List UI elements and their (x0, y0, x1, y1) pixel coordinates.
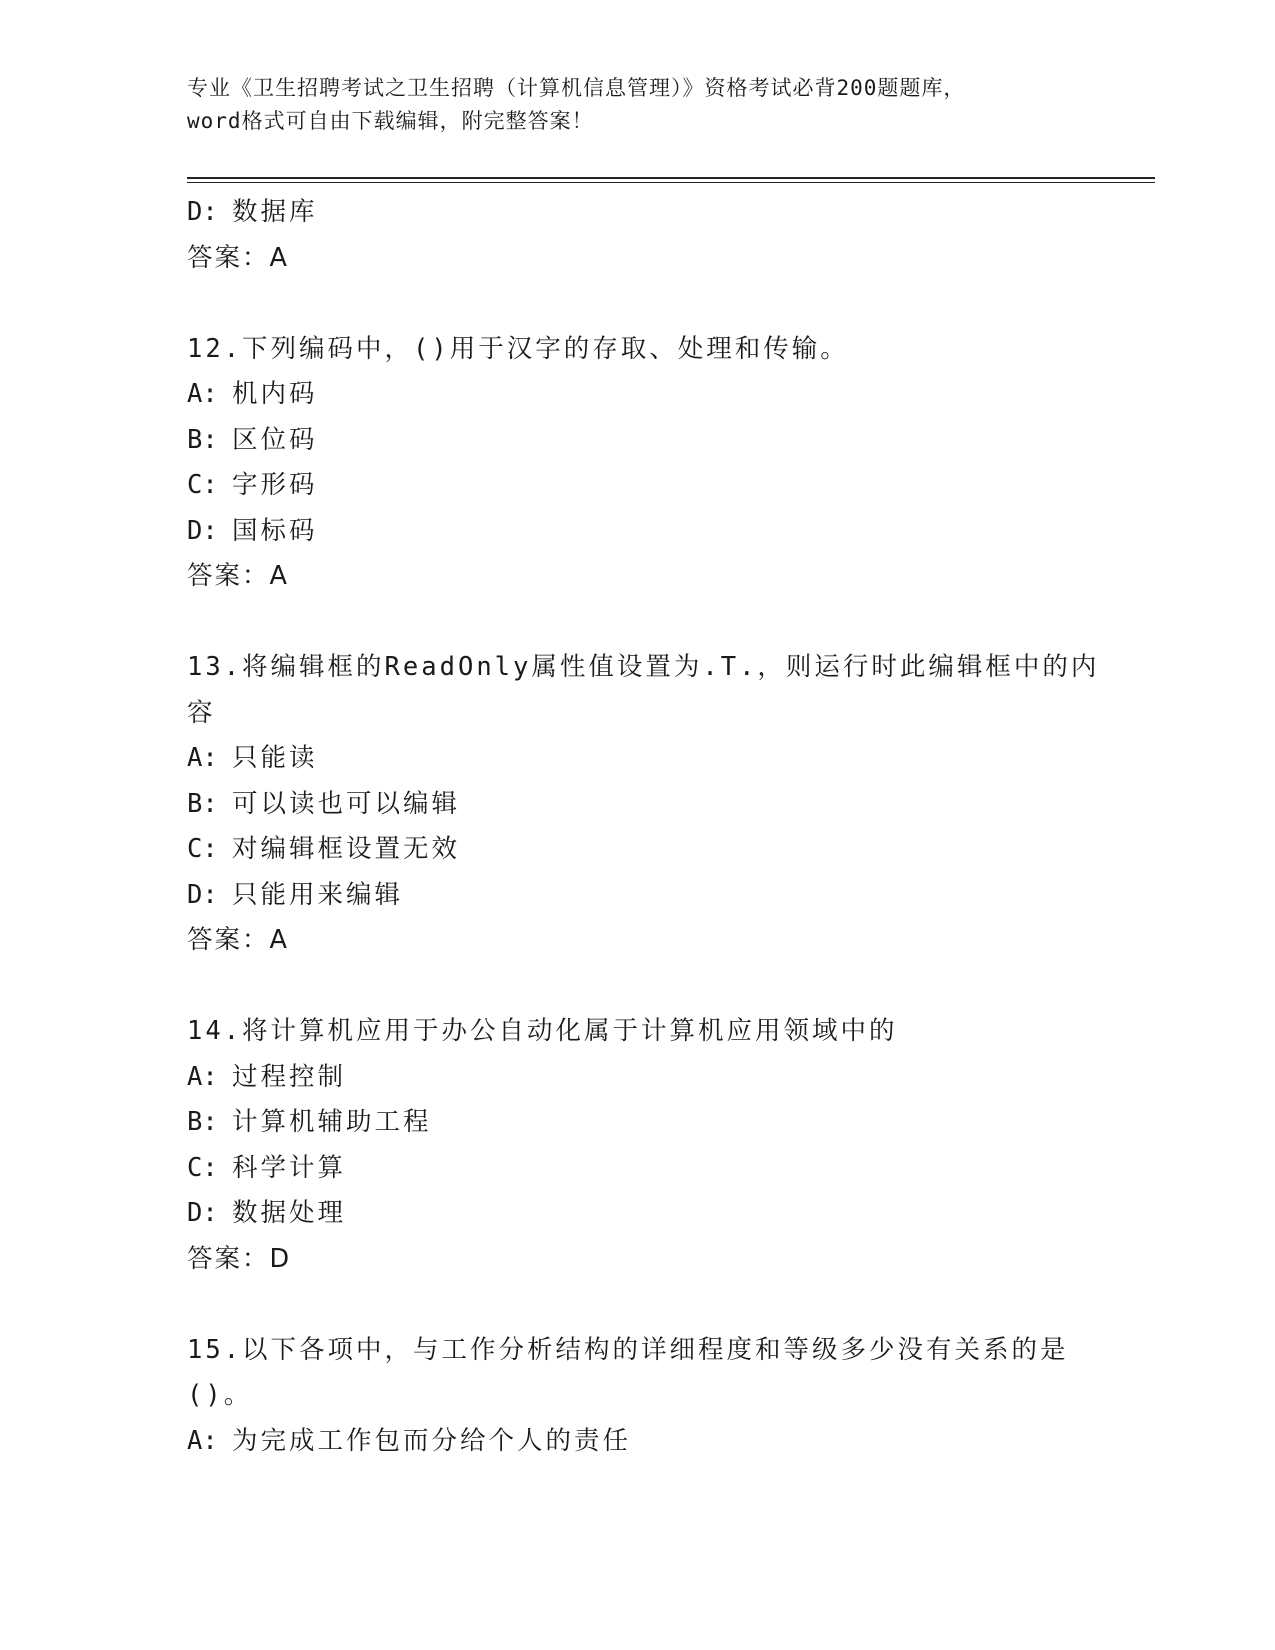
question-stem-line-1: 15.以下各项中，与工作分析结构的详细程度和等级多少没有关系的是 (187, 1334, 1069, 1365)
option-label: B: (187, 1107, 218, 1137)
option-row (187, 372, 1087, 418)
spacer (187, 600, 1087, 646)
option-row (187, 1100, 1087, 1146)
spacer (187, 281, 1087, 327)
question-stem: 14.将计算机应用于办公自动化属于计算机应用领域中的 (187, 1016, 898, 1046)
question-stem-line-1: 13.将编辑框的ReadOnly属性值设置为.T.，则运行时此编辑框中的内 (187, 652, 1100, 682)
header-line-1: 专业《卫生招聘考试之卫生招聘（计算机信息管理）》资格考试必背200题题库， (187, 76, 966, 100)
option-text: 为完成工作包而分给个人的责任 (232, 1425, 632, 1456)
option-row (187, 418, 1087, 464)
question-stem-line-2: ()。 (187, 1380, 253, 1410)
option-label: B: (187, 788, 218, 819)
option-text: 科学计算 (232, 1152, 347, 1183)
page-header (187, 72, 1087, 138)
option-label: D: (187, 1198, 218, 1228)
answer-line: 答案：D (187, 1243, 292, 1274)
option-label: B: (187, 424, 218, 455)
header-rule-thin (187, 182, 1155, 183)
option-text: 机内码 (232, 379, 318, 409)
option-text: 字形码 (232, 470, 318, 500)
option-text: 对编辑框设置无效 (232, 834, 461, 864)
option-row (187, 509, 1087, 555)
option-row (187, 873, 1087, 919)
answer-line: 答案：A (187, 242, 289, 273)
option-label: C: (187, 1152, 218, 1183)
option-label: A: (187, 743, 218, 773)
answer-line: 答案：A (187, 561, 289, 591)
header-line-2: word格式可自由下载编辑，附完整答案！ (187, 109, 594, 133)
option-label: A: (187, 1425, 218, 1456)
question-list (187, 190, 1100, 1464)
option-text: 数据库 (232, 197, 318, 227)
option-label: A: (187, 1061, 218, 1092)
option-row (187, 736, 1087, 782)
option-label: D: (187, 515, 218, 546)
option-text: 区位码 (232, 424, 318, 455)
option-text: 可以读也可以编辑 (232, 788, 461, 819)
spacer (187, 964, 1087, 1010)
option-label: A: (187, 379, 218, 409)
spacer (187, 1282, 1087, 1328)
option-label: D: (187, 879, 218, 910)
option-row (187, 782, 1087, 828)
option-row (187, 1419, 1087, 1465)
option-text: 过程控制 (232, 1061, 347, 1092)
option-text: 只能用来编辑 (232, 879, 404, 910)
option-row (187, 1055, 1087, 1101)
option-label: C: (187, 834, 218, 864)
question-stem: 12.下列编码中，()用于汉字的存取、处理和传输。 (187, 333, 849, 364)
option-text: 只能读 (232, 743, 318, 773)
option-row (187, 190, 1087, 236)
answer-line: 答案：A (187, 925, 289, 955)
option-text: 国标码 (232, 515, 318, 546)
option-row (187, 1191, 1087, 1237)
header-rule-thick (187, 177, 1155, 179)
option-row (187, 827, 1087, 873)
option-text: 数据处理 (232, 1198, 347, 1228)
option-label: D: (187, 197, 218, 227)
option-row (187, 463, 1087, 509)
option-label: C: (187, 470, 218, 500)
option-text: 计算机辅助工程 (232, 1107, 432, 1137)
question-stem-line-2: 容 (187, 697, 216, 728)
option-row (187, 1146, 1087, 1192)
